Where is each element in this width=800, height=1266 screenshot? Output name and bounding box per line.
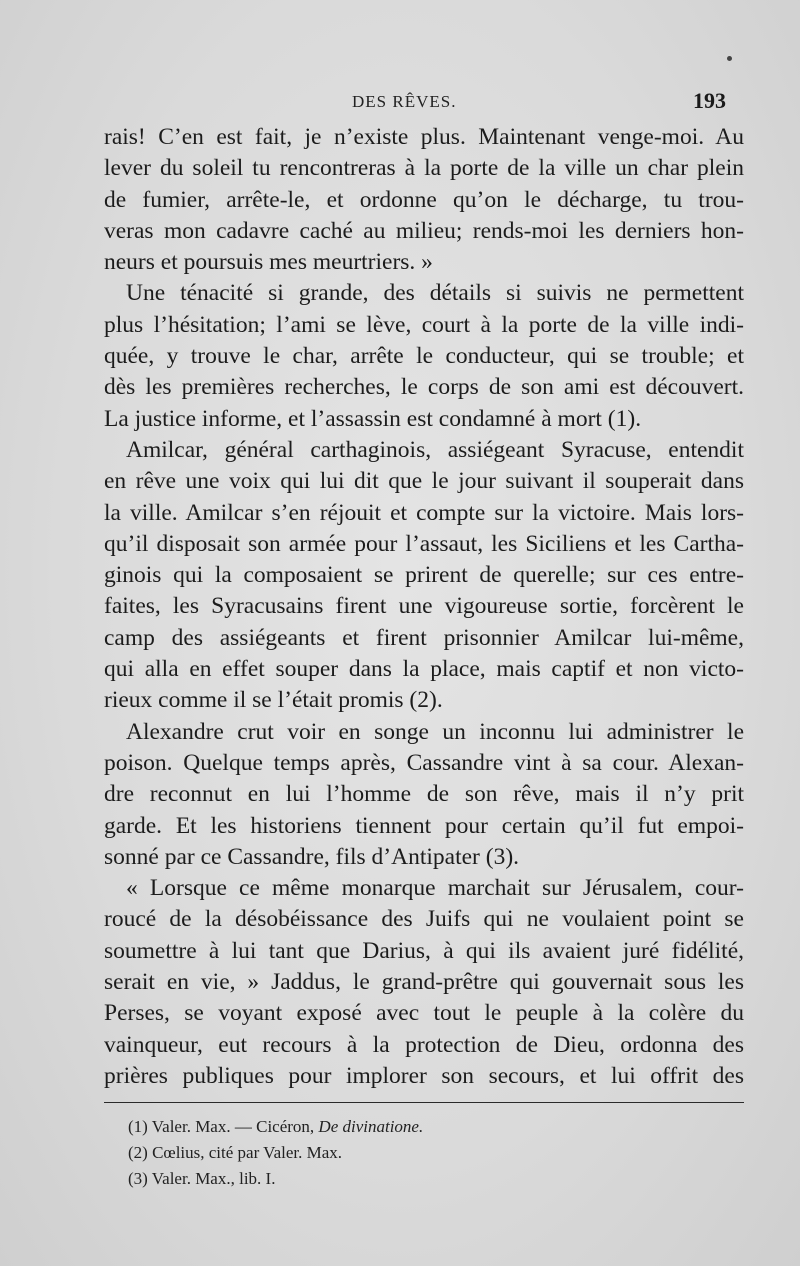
running-head <box>0 88 800 118</box>
text-line: La justice informe, et l’assassin est condamné à mort (1). <box>104 405 642 432</box>
text-line: prières publiques pour implorer son secours, et lui offrit des <box>104 1062 744 1089</box>
text-line: garde. Et les historiens tiennent pour certain qu’il fut empoi- <box>104 812 744 839</box>
footnote-3 <box>128 1166 648 1192</box>
footnotes <box>128 1114 648 1192</box>
text-line: lever du soleil tu rencontreras à la porte de la ville un char plein <box>104 155 744 182</box>
text-line: poison. Quelque temps après, Cassandre vint à sa cour. Alexan- <box>104 749 744 776</box>
text-line: camp des assiégeants et firent prisonnier Amilcar lui-même, <box>104 624 744 651</box>
text-line: vainqueur, eut recours à la protection de Dieu, ordonna des <box>104 1031 744 1058</box>
footnote-text: (2) Cœlius, cité par Valer. Max. <box>128 1143 343 1162</box>
body-text <box>104 122 744 1092</box>
text-line: serait en vie, » Jaddus, le grand-prêtre qui gouvernait sous les <box>104 969 744 996</box>
text-line: la ville. Amilcar s’en réjouit et compte sur la victoire. Mais lors- <box>104 499 744 526</box>
text-line: rais! C’en est fait, je n’existe plus. Maintenant venge-moi. Au <box>104 124 744 150</box>
text-line: roucé de la désobéissance des Juifs qui ne voulaient point se <box>104 906 744 933</box>
footnote-2 <box>128 1140 648 1166</box>
text-line: sonné par ce Cassandre, fils d’Antipater (3). <box>104 843 520 870</box>
text-line: de fumier, arrête-le, et ordonne qu’on le décharge, tu trou- <box>104 186 744 213</box>
text-line: ginois qui la composaient se prirent de querelle; sur ces entre- <box>104 562 744 589</box>
footnote-work-title: De divinatione. <box>318 1117 424 1136</box>
text-line: soumettre à lui tant que Darius, à qui ils avaient juré fidélité, <box>104 937 744 964</box>
text-line: rieux comme il se l’était promis (2). <box>104 687 443 714</box>
running-title: DES RÊVES. <box>352 92 457 111</box>
text-line: « Lorsque ce même monarque marchait sur Jérusalem, cour- <box>126 875 744 902</box>
text-line: quée, y trouve le char, arrête le conducteur, qui se trouble; et <box>104 343 744 370</box>
footnote-text: (3) Valer. Max., lib. I. <box>128 1169 276 1188</box>
ink-speck <box>727 56 732 61</box>
footnote-rule <box>104 1102 744 1103</box>
text-line: veras mon cadavre caché au milieu; rends-moi les derniers hon- <box>104 217 744 244</box>
text-line: en rêve une voix qui lui dit que le jour suivant il souperait dans <box>104 468 744 495</box>
text-line: Perses, se voyant exposé avec tout le peuple à la colère du <box>104 1000 744 1027</box>
text-line: Alexandre crut voir en songe un inconnu lui administrer le <box>126 718 744 745</box>
text-line: qu’il disposait son armée pour l’assaut, les Siciliens et les Cartha- <box>104 530 744 557</box>
text-line: dès les premières recherches, le corps de son ami est découvert. <box>104 374 744 401</box>
page-number: 193 <box>693 88 726 113</box>
text-line: neurs et poursuis mes meurtriers. » <box>104 249 433 276</box>
text-line: dre reconnut en lui l’homme de son rêve, mais il n’y prit <box>104 781 744 808</box>
text-line: faites, les Syracusains firent une vigoureuse sortie, forcèrent le <box>104 593 744 620</box>
text-line: Une ténacité si grande, des détails si suivis ne permettent <box>126 280 744 307</box>
text-line: qui alla en effet souper dans la place, mais captif et non victo- <box>104 656 744 683</box>
text-line: Amilcar, général carthaginois, assiégeant Syracuse, entendit <box>126 436 744 463</box>
footnote-text: (1) Valer. Max. — Cicéron, <box>128 1117 319 1136</box>
footnote-1 <box>128 1114 648 1140</box>
text-line: plus l’hésitation; l’ami se lève, court à la porte de la ville indi- <box>104 311 744 338</box>
